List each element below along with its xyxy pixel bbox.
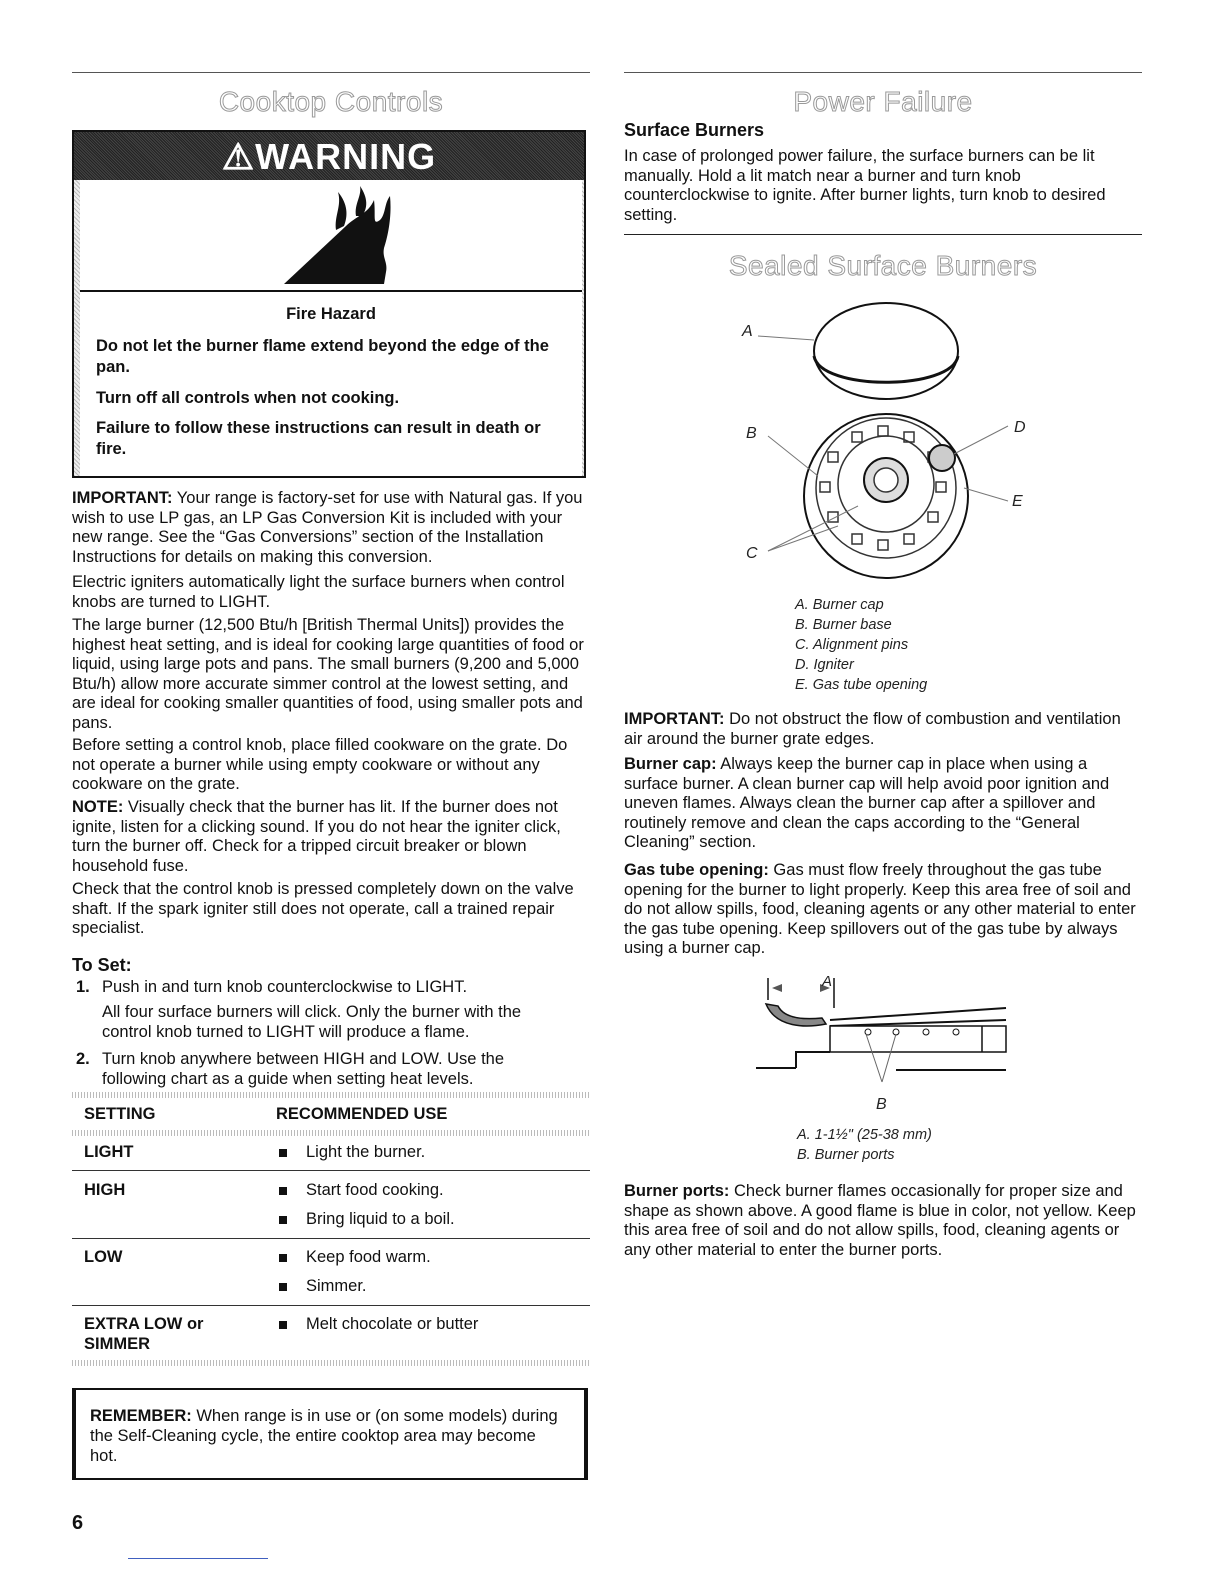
table-row-light-setting: LIGHT: [84, 1143, 134, 1161]
table-header-setting: SETTING: [84, 1105, 156, 1123]
surface-burners-heading: Surface Burners: [624, 120, 765, 140]
table-row-low-use-2: Simmer.: [306, 1277, 367, 1295]
page-number: 6: [72, 1512, 84, 1534]
table-top-stripe: [72, 1092, 590, 1098]
to-set-heading: To Set:: [72, 955, 132, 975]
paragraph-burner-ports: Burner ports: Check burner flames occasionally for proper size and shape as shown above. A good flame is blue in color, not yellow. Keep this area free of soil and do not allow spills, food, cleaning agents or any other material to enter the burner ports.: [624, 1182, 1136, 1259]
hazard-title: Fire Hazard: [286, 305, 376, 323]
remember-text: REMEMBER: When range is in use or (on some models) during the Self-Cleaning cycle, the entire cooktop area may become hot.: [90, 1407, 558, 1465]
section-title-power-failure: Power Failure: [793, 86, 973, 117]
legend-item-c: C. Alignment pins: [795, 637, 909, 653]
paragraph-important-air: IMPORTANT: Do not obstruct the flow of combustion and ventilation air around the burner grate edges.: [624, 710, 1121, 748]
paragraph-igniters: Electric igniters automatically light the surface burners when control knobs are turned to LIGHT.: [72, 573, 565, 611]
table-bottom-stripe: [72, 1360, 590, 1366]
warning-line-1: Do not let the burner flame extend beyond the edge of the pan.: [96, 337, 549, 376]
diagram-label-c: C: [746, 545, 758, 562]
remember-box: [72, 1388, 588, 1480]
diagram-label-d: D: [1014, 419, 1026, 436]
step-2-text: Turn knob anywhere between HIGH and LOW. Use the following chart as a guide when setting heat levels.: [102, 1050, 505, 1088]
fire-icon: [276, 186, 396, 286]
flame-diagram: [756, 978, 1016, 1088]
top-rule-left: [72, 72, 590, 73]
section-title-cooktop-controls: Cooktop Controls: [218, 86, 444, 117]
table-row-extralow-setting: EXTRA LOW or SIMMER: [84, 1315, 204, 1353]
bullet-icon: [279, 1216, 287, 1224]
warning-box: [72, 130, 586, 478]
top-rule-right: [624, 72, 1142, 73]
step-1-subtext: All four surface burners will click. Only the burner with the control knob turned to LIGHT will produce a flame.: [102, 1003, 522, 1041]
table-row-light-use-1: Light the burner.: [306, 1143, 426, 1161]
table-header-stripe: [72, 1130, 590, 1136]
diagram-label-b: B: [746, 425, 757, 442]
warning-line-2: Turn off all controls when not cooking.: [96, 389, 400, 407]
diagram-label-a: A: [742, 323, 753, 340]
table-row-high-use-2: Bring liquid to a boil.: [306, 1210, 455, 1228]
paragraph-gas-tube: Gas tube opening: Gas must flow freely throughout the gas tube opening for the burner to light properly. Keep this area free of soil and do not allow spills, food, cleaning agents or any other material to enter the gas tube opening. Keep spillovers out of the gas tube by always using a burner cap.: [624, 861, 1136, 957]
paragraph-note: NOTE: Visually check that the burner has lit. If the burner does not ignite, listen for a clicking sound. If you do not hear the igniter click, turn the burner off. Check for a tripped circuit breaker or blown household fuse.: [72, 798, 561, 875]
surface-burners-text: In case of prolonged power failure, the surface burners can be lit manually. Hold a lit match near a burner and turn knob counterclockwise to ignite. After burner lights, turn knob to desired setting.: [624, 147, 1106, 224]
bullet-icon: [279, 1187, 287, 1195]
burner-diagram: [728, 296, 1068, 586]
flame-legend-a: A. 1-1½" (25-38 mm): [797, 1127, 932, 1143]
step-2-number: 2.: [76, 1050, 90, 1068]
bullet-icon: [279, 1254, 287, 1262]
bullet-icon: [279, 1149, 287, 1157]
flame-legend-b: B. Burner ports: [797, 1147, 895, 1163]
paragraph-burner-cap: Burner cap: Always keep the burner cap in place when using a surface burner. A clean burner cap will help avoid poor ignition and uneven flames. Always clean the burner cap after a spillover and routinely remove and clean the caps according to the “General Cleaning” section.: [624, 755, 1110, 851]
paragraph-knob-check: Check that the control knob is pressed completely down on the valve shaft. If the spark igniter still does not operate, call a trained repair specialist.: [72, 880, 574, 937]
table-row-low-use-1: Keep food warm.: [306, 1248, 431, 1266]
warning-line-3: Failure to follow these instructions can result in death or fire.: [96, 419, 541, 458]
bullet-icon: [279, 1321, 287, 1329]
paragraph-burner-sizes: The large burner (12,500 Btu/h [British Thermal Units]) provides the highest heat setting, and is ideal for cooking large quantities of food or liquid, using large pots and pans. The small burners (9,200 and 5,000 Btu/h) allow more accurate simmer control at the lowest setting, and are ideal for cooking smaller quantities of food, using smaller pots and pans.: [72, 616, 584, 732]
legend-item-e: E. Gas tube opening: [795, 677, 928, 693]
table-row-high-setting: HIGH: [84, 1181, 126, 1199]
section-divider: [624, 234, 1142, 235]
table-row-extralow-use-1: Melt chocolate or butter: [306, 1315, 479, 1333]
table-divider: [72, 1238, 590, 1239]
table-divider: [72, 1305, 590, 1306]
paragraph-important: IMPORTANT: Your range is factory-set for use with Natural gas. If you wish to use LP gas, an LP Gas Conversion Kit is included with your new range. See the “Gas Conversions” section of the Installation Instructions for details on making this conversion.: [72, 489, 583, 566]
bullet-icon: [279, 1283, 287, 1291]
warning-pictogram-area: [80, 180, 582, 292]
table-header-use: RECOMMENDED USE: [276, 1105, 448, 1123]
legend-item-b: B. Burner base: [795, 617, 892, 633]
footer-rule: [128, 1558, 268, 1559]
table-divider: [72, 1170, 590, 1171]
table-row-high-use-1: Start food cooking.: [306, 1181, 444, 1199]
legend-item-a: A. Burner cap: [795, 597, 884, 613]
warning-heading: ⚠WARNING: [74, 132, 584, 180]
step-1-number: 1.: [76, 978, 90, 996]
diagram-label-e: E: [1012, 493, 1023, 510]
paragraph-cookware: Before setting a control knob, place filled cookware on the grate. Do not operate a burner while using empty cookware or without any cookware on the grate.: [72, 736, 568, 793]
legend-item-d: D. Igniter: [795, 657, 854, 673]
table-row-low-setting: LOW: [84, 1248, 123, 1266]
flame-label-a: A: [822, 973, 833, 990]
step-1-text: Push in and turn knob counterclockwise to LIGHT.: [102, 978, 468, 996]
flame-label-b: B: [876, 1096, 887, 1113]
section-title-sealed-burners: Sealed Surface Burners: [728, 250, 1038, 281]
warning-text-area: [80, 292, 582, 476]
